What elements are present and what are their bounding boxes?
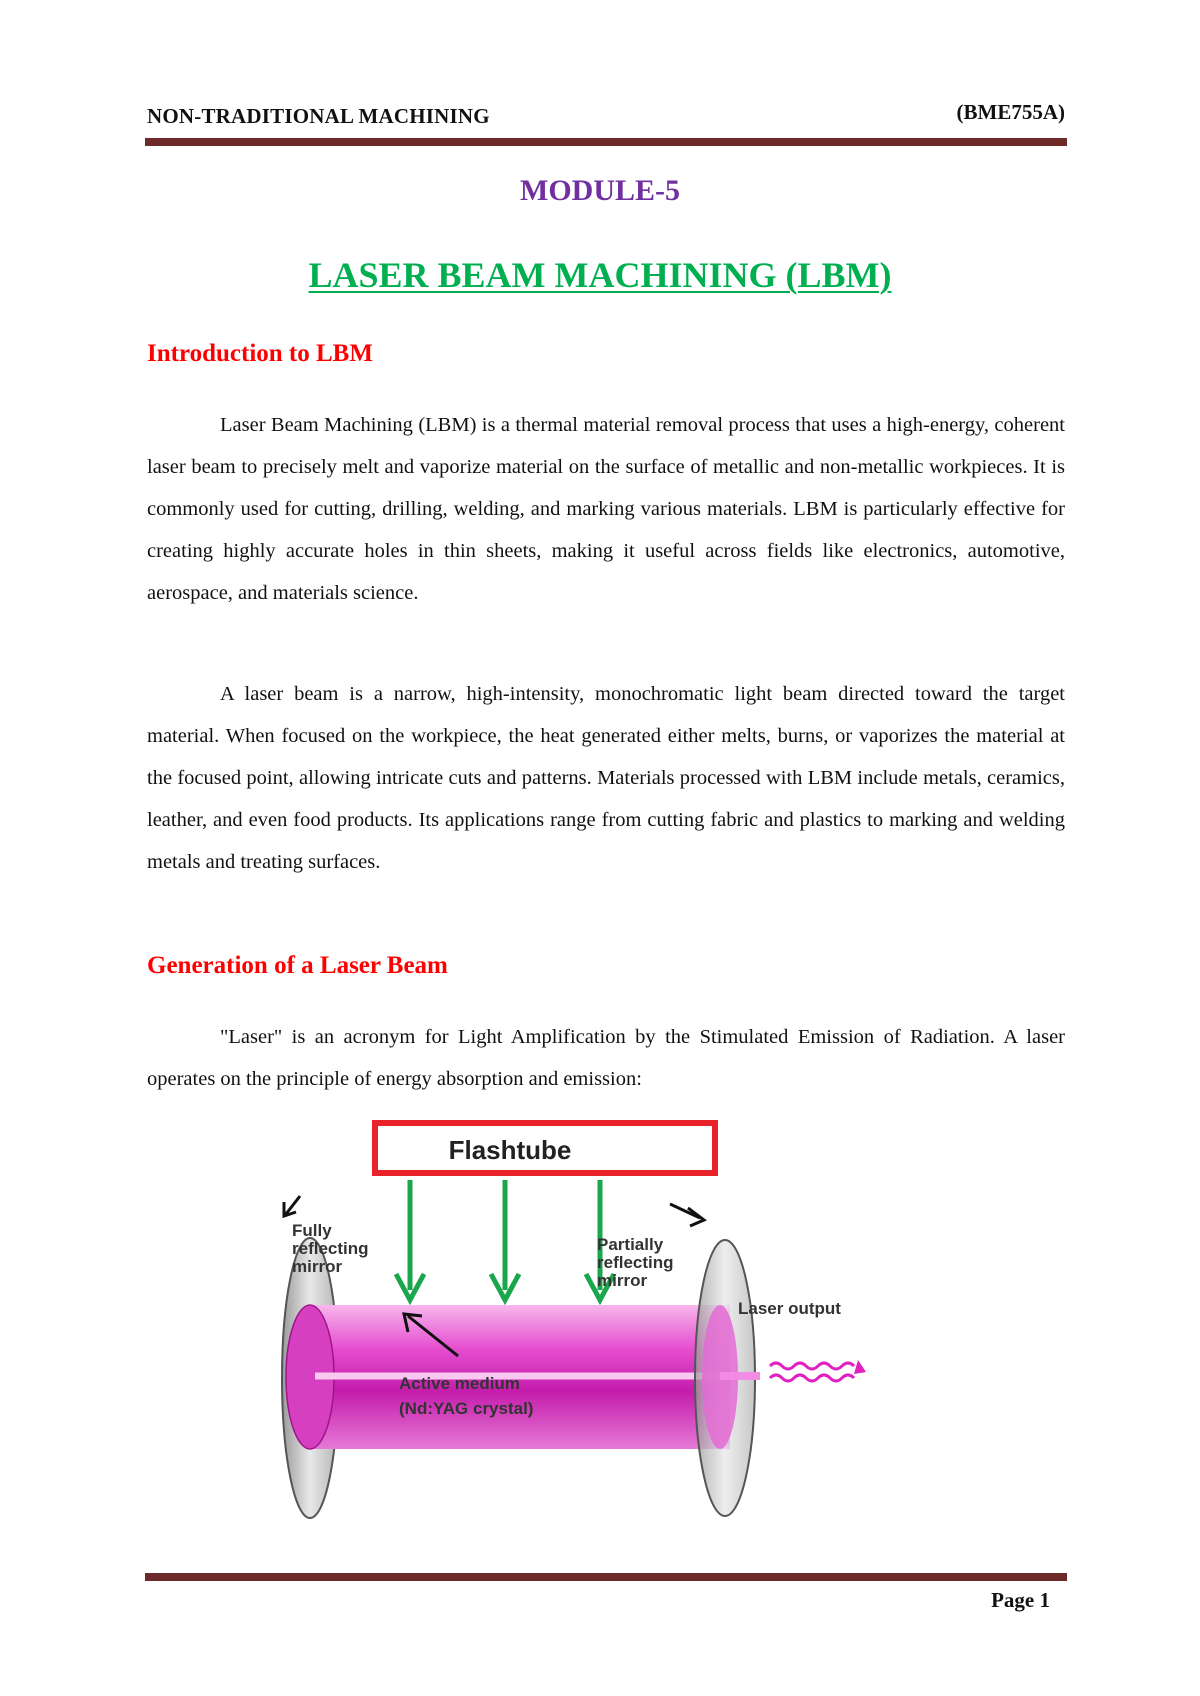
- partially-reflecting-mirror: [695, 1240, 760, 1516]
- partial-label-3: mirror: [597, 1271, 648, 1290]
- laser-output-label: Laser output: [738, 1299, 841, 1318]
- active-medium-sub-label: (Nd:YAG crystal): [399, 1399, 534, 1418]
- partial-label-1: Partially: [597, 1235, 664, 1254]
- pump-arrows: [396, 1180, 614, 1300]
- header-rule: [145, 138, 1067, 146]
- section-heading-generation: Generation of a Laser Beam: [147, 952, 448, 979]
- flashtube-label: Flashtube: [448, 1135, 572, 1165]
- laser-diagram: [270, 1118, 950, 1558]
- partial-label-2: reflecting: [597, 1253, 674, 1272]
- module-label: MODULE-5: [520, 174, 680, 207]
- paragraph-intro-2: A laser beam is a narrow, high-intensity, monochromatic light beam directed toward the target material. When focused on the workpiece, the heat generated either melts, burns, or vaporizes the material at the focused point, allowing intricate cuts and patterns. Materials processed with LBM include metals, ceramics, leather, and even food products. Its applications range from cutting fabric and plastics to marking and welding metals and treating surfaces.: [147, 683, 1065, 873]
- paragraph-generation-1: "Laser" is an acronym for Light Amplification by the Stimulated Emission of Radiation. A laser operates on the principle of energy absorption and emission:: [147, 1026, 1065, 1090]
- active-medium-label: Active medium: [399, 1374, 520, 1393]
- course-code: (BME755A): [956, 100, 1065, 124]
- footer-rule: [145, 1573, 1067, 1581]
- section-heading-intro: Introduction to LBM: [147, 340, 373, 367]
- page-header: [147, 100, 1065, 134]
- course-title: NON-TRADITIONAL MACHINING: [147, 104, 490, 128]
- fully-label-2: reflecting: [292, 1239, 369, 1258]
- fully-label-1: Fully: [292, 1221, 332, 1240]
- laser-output-waves: [770, 1360, 866, 1381]
- page-number: Page 1: [991, 1588, 1050, 1612]
- flashtube-box: [375, 1123, 715, 1173]
- svg-text:Fully: [292, 1221, 332, 1240]
- fully-label-3: mirror: [292, 1257, 343, 1276]
- paragraph-intro-1: Laser Beam Machining (LBM) is a thermal material removal process that uses a high-energy, coherent laser beam to precisely melt and vaporize material on the surface of metallic and non-metallic workpieces. It is commonly used for cutting, drilling, welding, and marking various materials. LBM is particularly effective for creating highly accurate holes in thin sheets, making it useful across fields like electronics, automotive, aerospace, and materials science.: [147, 414, 1065, 604]
- page-title: LASER BEAM MACHINING (LBM): [308, 255, 892, 295]
